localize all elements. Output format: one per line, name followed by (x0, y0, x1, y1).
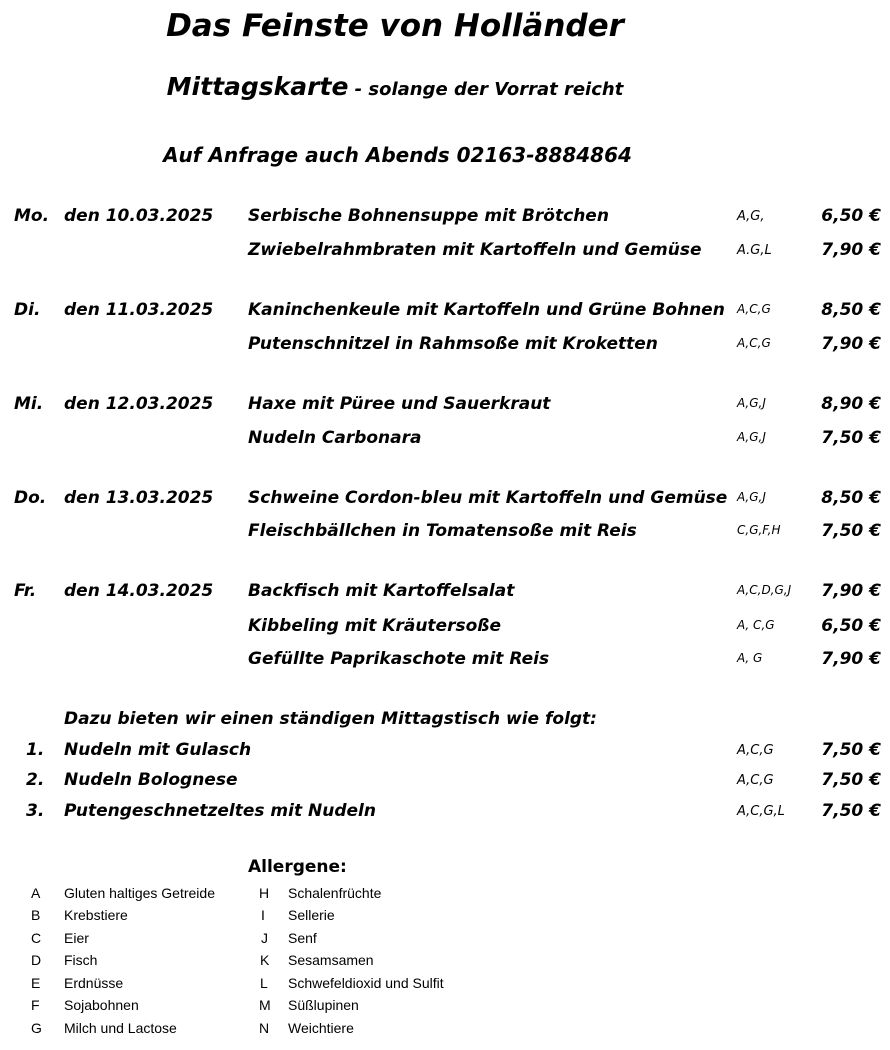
dish-price: 7,50 € (821, 740, 881, 760)
dish-name: Putenschnitzel in Rahmsoße mit Kroketten (248, 334, 658, 354)
dish-name: Fleischbällchen in Tomatensoße mit Reis (248, 521, 637, 541)
allergen-legend-item (255, 930, 515, 952)
date-label: den 14.03.2025 (64, 581, 214, 601)
fixed-menu-row (0, 740, 890, 770)
weekday-label: Fr. (14, 581, 37, 601)
dish-price: 7,50 € (821, 770, 881, 790)
allergen-name: Senf (288, 930, 317, 946)
dish-allergens: A,C,D,G,J (737, 583, 792, 597)
dish-allergens: A,C,G (737, 302, 771, 316)
dish-name: Haxe mit Püree und Sauerkraut (248, 394, 551, 414)
menu-row (0, 240, 890, 270)
weekday-label: Mi. (14, 394, 44, 414)
dish-name: Nudeln Carbonara (248, 428, 422, 448)
allergen-name: Sojabohnen (64, 997, 139, 1013)
allergen-name: Gluten haltiges Getreide (64, 885, 215, 901)
fixed-item-number: 3. (26, 801, 45, 821)
dish-price: 7,90 € (821, 581, 881, 601)
weekday-label: Do. (14, 488, 47, 508)
dish-allergens: A,G,J (737, 396, 766, 410)
allergen-legend-item (0, 997, 250, 1019)
dish-price: 6,50 € (821, 206, 881, 226)
allergen-legend-item (0, 975, 250, 997)
dish-allergens: A,C,G (737, 773, 774, 788)
dish-price: 6,50 € (821, 616, 881, 636)
dish-allergens: A,G, (737, 209, 765, 224)
allergen-code: E (31, 975, 41, 991)
allergen-legend-item (255, 952, 515, 974)
allergen-code: G (31, 1020, 42, 1036)
dish-price: 7,90 € (821, 649, 881, 669)
dish-name: Backfisch mit Kartoffelsalat (248, 581, 515, 601)
date-label: den 10.03.2025 (64, 206, 214, 226)
allergen-name: Sesamsamen (288, 952, 374, 968)
allergen-legend-item (0, 930, 250, 952)
fixed-menu-row (0, 770, 890, 800)
date-label: den 13.03.2025 (64, 488, 214, 508)
dish-name: Gefüllte Paprikaschote mit Reis (248, 649, 550, 669)
allergen-name: Schwefeldioxid und Sulfit (288, 975, 444, 991)
allergen-name: Schalenfrüchte (288, 885, 382, 901)
dish-allergens: A,C,G (737, 336, 771, 350)
allergen-code: B (31, 907, 41, 923)
dish-name: Zwiebelrahmbraten mit Kartoffeln und Gemüse (248, 240, 702, 260)
menu-subtitle (0, 72, 790, 101)
allergen-code: M (259, 997, 271, 1013)
dish-name: Schweine Cordon-bleu mit Kartoffeln und Gemüse (248, 488, 728, 508)
dish-allergens: A.G,L (737, 243, 772, 258)
fixed-menu-row (0, 801, 890, 831)
allergen-name: Milch und Lactose (64, 1020, 177, 1036)
dish-allergens: A,G,J (737, 430, 766, 444)
menu-row (0, 428, 890, 458)
allergen-code: C (31, 930, 42, 946)
weekday-label: Mo. (14, 206, 50, 226)
allergen-code: N (259, 1020, 270, 1036)
dish-allergens: A,C,G (737, 743, 774, 758)
dish-allergens: A,C,G,L (737, 804, 785, 819)
menu-subtitle-main: Mittagskarte (166, 72, 349, 101)
allergen-legend-item (0, 907, 250, 929)
allergen-name: Fisch (64, 952, 98, 968)
menu-row (0, 581, 890, 611)
dish-price: 8,50 € (821, 300, 881, 320)
fixed-item-number: 1. (26, 740, 45, 760)
menu-row (0, 206, 890, 236)
dish-name: Kibbeling mit Kräutersoße (248, 616, 502, 636)
allergen-code: D (31, 952, 42, 968)
allergen-code: A (31, 885, 41, 901)
allergen-heading: Allergene: (248, 857, 347, 877)
allergen-code: K (260, 952, 270, 968)
dish-price: 7,50 € (821, 521, 881, 541)
allergen-name: Weichtiere (288, 1020, 354, 1036)
allergen-name: Süßlupinen (288, 997, 359, 1013)
weekday-label: Di. (14, 300, 41, 320)
dish-price: 7,50 € (821, 428, 881, 448)
allergen-name: Sellerie (288, 907, 335, 923)
evening-request-line: Auf Anfrage auch Abends 02163-8884864 (163, 143, 632, 167)
fixed-item-number: 2. (26, 770, 45, 790)
allergen-code: H (259, 885, 270, 901)
allergen-code: L (260, 975, 268, 991)
dish-price: 8,90 € (821, 394, 881, 414)
dish-allergens: C,G,F,H (737, 523, 781, 537)
allergen-legend-item (0, 952, 250, 974)
menu-row (0, 300, 890, 330)
menu-row (0, 334, 890, 364)
allergen-legend-item (255, 907, 515, 929)
dish-name: Serbische Bohnensuppe mit Brötchen (248, 206, 609, 226)
allergen-legend-item (255, 975, 515, 997)
dish-price: 7,90 € (821, 240, 881, 260)
dish-allergens: A,G,J (737, 490, 766, 504)
menu-row (0, 394, 890, 424)
menu-row (0, 616, 890, 646)
allergen-code: J (261, 930, 268, 946)
date-label: den 11.03.2025 (64, 300, 214, 320)
dish-name: Putengeschnetzeltes mit Nudeln (64, 801, 376, 821)
menu-row (0, 649, 890, 679)
dish-price: 8,50 € (821, 488, 881, 508)
dish-allergens: A, C,G (737, 618, 775, 632)
allergen-legend-item (255, 1020, 515, 1042)
allergen-name: Krebstiere (64, 907, 128, 923)
menu-subtitle-note: - solange der Vorrat reicht (348, 79, 624, 100)
allergen-name: Eier (64, 930, 89, 946)
dish-allergens: A, G (737, 651, 763, 665)
dish-price: 7,50 € (821, 801, 881, 821)
allergen-name: Erdnüsse (64, 975, 124, 991)
menu-row (0, 488, 890, 518)
dish-name: Kaninchenkeule mit Kartoffeln und Grüne Bohnen (248, 300, 725, 320)
page-title: Das Feinste von Holländer (166, 8, 624, 44)
allergen-legend-item (0, 1020, 250, 1042)
allergen-legend-item (255, 885, 515, 907)
dish-name: Nudeln Bolognese (64, 770, 238, 790)
allergen-code: I (261, 907, 265, 923)
dish-price: 7,90 € (821, 334, 881, 354)
fixed-menu-intro: Dazu bieten wir einen ständigen Mittagstisch wie folgt: (64, 709, 597, 729)
dish-name: Nudeln mit Gulasch (64, 740, 252, 760)
allergen-legend-item (255, 997, 515, 1019)
menu-row (0, 521, 890, 551)
allergen-legend-item (0, 885, 250, 907)
allergen-code: F (31, 997, 40, 1013)
date-label: den 12.03.2025 (64, 394, 214, 414)
